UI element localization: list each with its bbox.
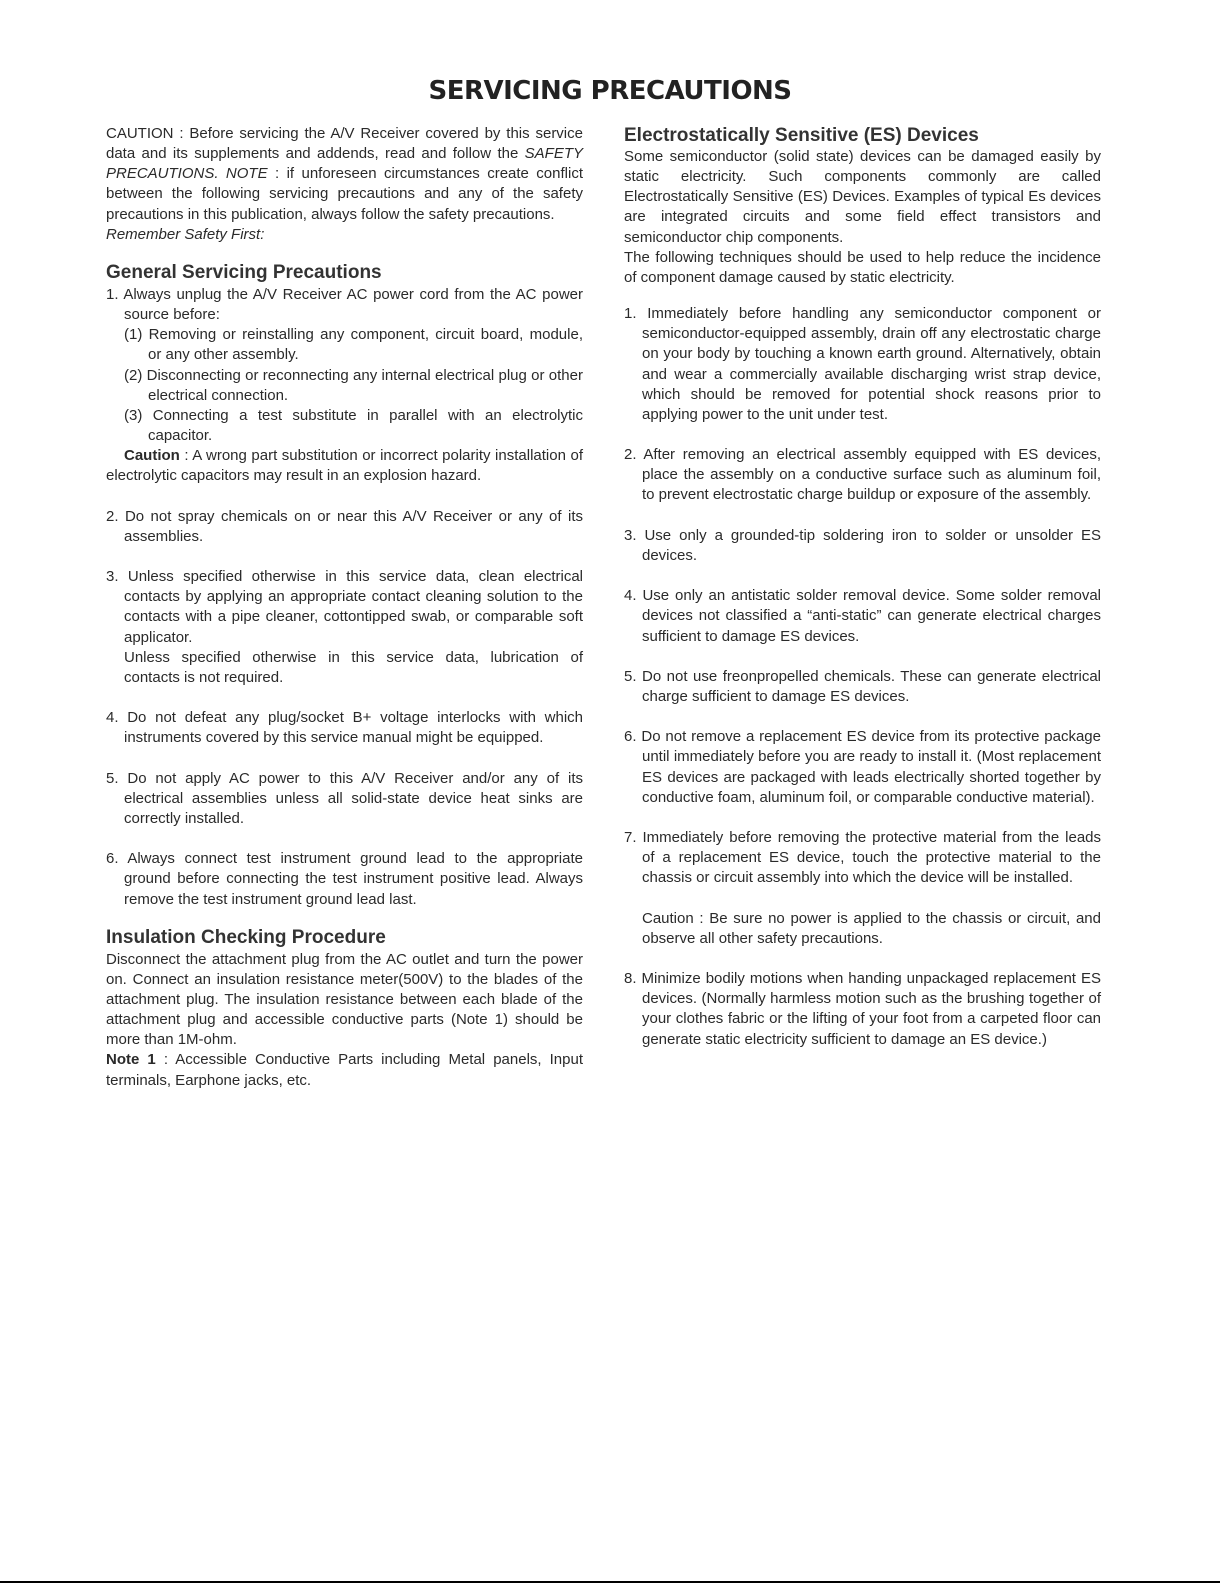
list-item: 3. Unless specified otherwise in this service data, clean electrical contacts by applying an appropriate contact cleaning solution to the contacts with a pipe cleaner, cottontipped swab, or comparable soft applicator.	[106, 568, 583, 646]
caution-text-2: : if unforeseen circumstances create conflict between the following servicing precautions and any of the safety precautions in this publication, always follow the safety precautions.	[106, 165, 583, 223]
insulation-text: Disconnect the attachment plug from the AC outlet and turn the power on. Connect an insulation resistance meter(500V) to the blades of the attachment plug. The insulation resistance between each blade of the attachment plug and accessible conductive parts (Note 1) should be more than 1M-ohm.	[106, 950, 583, 1049]
es-intro-2: The following techniques should be used to help reduce the incidence of component damage caused by static electricity.	[624, 248, 1101, 286]
sub-item: (2) Disconnecting or reconnecting any internal electrical plug or other electrical connection.	[124, 366, 583, 404]
note-1	[106, 1050, 583, 1090]
page-title: SERVICING PRECAUTIONS	[428, 76, 792, 106]
safety-precautions-ref: SAFETY PRECAUTIONS. NOTE	[106, 145, 583, 183]
sub-item: (1) Removing or reinstalling any component, circuit board, module, or any other assembly.	[124, 326, 583, 364]
caution-label: Caution	[124, 447, 180, 465]
list-item: 8. Minimize bodily motions when handing unpackaged replacement ES devices. (Normally harmless motion such as the brushing together of your clothes fabric or the lifting of your foot from a carpeted floor can generate static electricity sufficient to damage an ES device.)	[624, 970, 1101, 1048]
list-item: 2. After removing an electrical assembly equipped with ES devices, place the assembly on a conductive surface such as aluminum foil, to prevent electrostatic charge buildup or exposure of the assembly.	[624, 446, 1101, 504]
remember-safety: Remember Safety First:	[106, 225, 265, 243]
list-item: 4. Do not defeat any plug/socket B+ voltage interlocks with which instruments covered by this service manual might be equipped.	[106, 709, 583, 747]
note-text: : Accessible Conductive Parts including Metal panels, Input terminals, Earphone jacks, etc.	[106, 1051, 583, 1089]
es-intro: Some semiconductor (solid state) devices can be damaged easily by static electricity. Such components commonly are called Electrostatically Sensitive (ES) Devices. Examples of typical Es devices are integrated circuits and some field effect transistors and semiconductor chip components.	[624, 148, 1101, 246]
list-item: 4. Use only an antistatic solder removal device. Some solder removal devices not classified a “anti-static” can generate electrical charges sufficient to damage ES devices.	[624, 587, 1101, 645]
list-item: 2. Do not spray chemicals on or near this A/V Receiver or any of its assemblies.	[106, 507, 583, 545]
general-heading: General Servicing Precautions	[106, 261, 382, 283]
left-column	[106, 124, 583, 1091]
list-item: 5. Do not use freonpropelled chemicals. These can generate electrical charge sufficient to damage ES devices.	[624, 667, 1101, 705]
item7-caution: Caution : Be sure no power is applied to the chassis or circuit, and observe all other safety precautions.	[642, 909, 1101, 947]
note-label: Note 1	[106, 1051, 156, 1069]
caution-text: : A wrong part substitution or incorrect polarity installation of electrolytic capacitors may result in an explosion hazard.	[106, 447, 583, 485]
list-item: 6. Do not remove a replacement ES device from its protective package until immediately before you are ready to install it. (Most replacement ES devices are packaged with leads electrically shorted together by conductive foam, aluminum foil, or comparable conductive material).	[624, 728, 1101, 806]
lubrication-note: Unless specified otherwise in this service data, lubrication of contacts is not required.	[124, 648, 583, 686]
list-item: 3. Use only a grounded-tip soldering iron to solder or unsolder ES devices.	[624, 526, 1101, 564]
caution-paragraph	[106, 124, 583, 225]
list-item: 1. Always unplug the A/V Receiver AC power cord from the AC power source before:	[106, 285, 583, 324]
sub-item: (3) Connecting a test substitute in parallel with an electrolytic capacitor.	[124, 406, 583, 445]
list-item: 5. Do not apply AC power to this A/V Receiver and/or any of its electrical assemblies unless all solid-state device heat sinks are correctly installed.	[106, 769, 583, 827]
list-item: 1. Immediately before handling any semiconductor component or semiconductor-equipped assembly, drain off any electrostatic charge on your body by touching a known earth ground. Alternatively, obtain and wear a commercially available discharging wrist strap device, which should be removed for potential shock reasons prior to applying power to the unit under test.	[624, 305, 1101, 423]
capacitor-caution	[106, 446, 583, 486]
caution-text: CAUTION : Before servicing the A/V Receiver covered by this service data and its supplements and addends, read and follow the	[106, 125, 583, 163]
list-item: 7. Immediately before removing the protective material from the leads of a replacement ES device, touch the protective material to the chassis or circuit assembly into which the device will be installed.	[624, 829, 1101, 887]
list-item: 6. Always connect test instrument ground lead to the appropriate ground before connecting the test instrument positive lead. Always remove the test instrument ground lead last.	[106, 850, 583, 908]
es-heading: Electrostatically Sensitive (ES) Devices	[624, 125, 979, 146]
right-column	[624, 125, 1101, 1050]
insulation-heading: Insulation Checking Procedure	[106, 926, 386, 948]
